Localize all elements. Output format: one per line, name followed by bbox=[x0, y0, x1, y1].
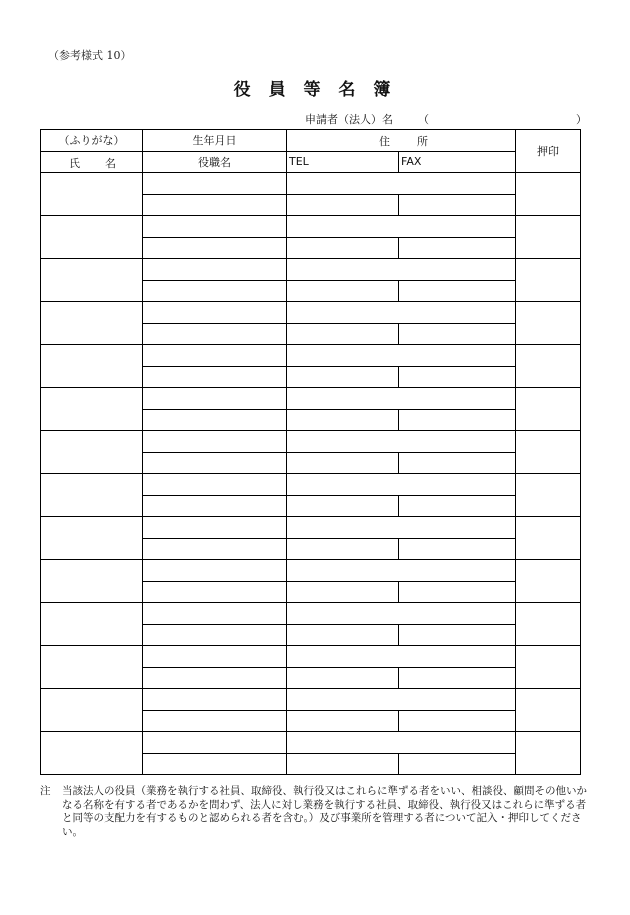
entry-fax-cell[interactable] bbox=[399, 452, 516, 474]
entry-tel-cell[interactable] bbox=[287, 452, 399, 474]
entry-position-cell[interactable] bbox=[143, 495, 287, 517]
entry-tel-cell[interactable] bbox=[287, 753, 399, 775]
entry-tel-cell[interactable] bbox=[287, 495, 399, 517]
entry-birthdate-cell[interactable] bbox=[143, 173, 287, 195]
entry-row-top bbox=[41, 646, 581, 668]
entry-birthdate-cell[interactable] bbox=[143, 603, 287, 625]
entry-position-cell[interactable] bbox=[143, 280, 287, 302]
entry-fax-cell[interactable] bbox=[399, 581, 516, 603]
entry-fax-cell[interactable] bbox=[399, 280, 516, 302]
entry-fax-cell[interactable] bbox=[399, 710, 516, 732]
footnote bbox=[40, 785, 595, 839]
entry-tel-cell[interactable] bbox=[287, 323, 399, 345]
footnote-text: 当該法人の役員（業務を執行する社員、取締役、執行役又はこれらに準ずる者をいい、相談役、顧問その他いかなる名称を有する者であるかを問わず、法人に対し業務を執行する社員、取締役、執行役又はこれらに準ずる者と同等の支配力を有するものと認められる者を含む。）及び事業所を管理する者について記入・押印してください。 bbox=[62, 785, 587, 838]
entry-name-cell[interactable] bbox=[41, 173, 143, 216]
entry-name-cell[interactable] bbox=[41, 474, 143, 517]
entry-row-top bbox=[41, 388, 581, 410]
entry-seal-cell[interactable] bbox=[516, 388, 581, 431]
entry-fax-cell[interactable] bbox=[399, 237, 516, 259]
entry-tel-cell[interactable] bbox=[287, 667, 399, 689]
entry-tel-cell[interactable] bbox=[287, 194, 399, 216]
entry-tel-cell[interactable] bbox=[287, 237, 399, 259]
name-header bbox=[41, 151, 143, 173]
entry-address-cell[interactable] bbox=[287, 302, 516, 324]
entry-seal-cell[interactable] bbox=[516, 689, 581, 732]
entry-seal-cell[interactable] bbox=[516, 345, 581, 388]
entry-tel-cell[interactable] bbox=[287, 538, 399, 560]
entry-name-cell[interactable] bbox=[41, 302, 143, 345]
footnote-mark: 注 bbox=[40, 785, 51, 797]
entry-row-top bbox=[41, 302, 581, 324]
entry-position-cell[interactable] bbox=[143, 624, 287, 646]
entry-row-top bbox=[41, 345, 581, 367]
header-row-2 bbox=[41, 151, 581, 173]
tel-header: TEL bbox=[287, 151, 399, 173]
entry-address-cell[interactable] bbox=[287, 173, 516, 195]
address-header-left: 住 bbox=[379, 135, 390, 148]
entry-row-top bbox=[41, 689, 581, 711]
entry-name-cell[interactable] bbox=[41, 431, 143, 474]
entry-seal-cell[interactable] bbox=[516, 431, 581, 474]
address-header-right: 所 bbox=[417, 135, 428, 148]
entry-tel-cell[interactable] bbox=[287, 409, 399, 431]
entry-name-cell[interactable] bbox=[41, 732, 143, 775]
entry-position-cell[interactable] bbox=[143, 538, 287, 560]
entry-name-cell[interactable] bbox=[41, 216, 143, 259]
entry-seal-cell[interactable] bbox=[516, 302, 581, 345]
entry-seal-cell[interactable] bbox=[516, 216, 581, 259]
entry-birthdate-cell[interactable] bbox=[143, 517, 287, 539]
header-row-1 bbox=[41, 130, 581, 152]
entry-address-cell[interactable] bbox=[287, 388, 516, 410]
entry-fax-cell[interactable] bbox=[399, 323, 516, 345]
applicant-label: 申請者（法人）名 bbox=[305, 113, 393, 126]
entry-position-cell[interactable] bbox=[143, 753, 287, 775]
entry-address-cell[interactable] bbox=[287, 732, 516, 754]
page-title: 役 員 等 名 簿 bbox=[233, 80, 397, 100]
seal-header: 押印 bbox=[516, 130, 581, 173]
entry-seal-cell[interactable] bbox=[516, 259, 581, 302]
entry-tel-cell[interactable] bbox=[287, 280, 399, 302]
entry-fax-cell[interactable] bbox=[399, 194, 516, 216]
entry-seal-cell[interactable] bbox=[516, 474, 581, 517]
entry-birthdate-cell[interactable] bbox=[143, 560, 287, 582]
entry-position-cell[interactable] bbox=[143, 409, 287, 431]
entry-name-cell[interactable] bbox=[41, 603, 143, 646]
entry-address-cell[interactable] bbox=[287, 431, 516, 453]
entry-position-cell[interactable] bbox=[143, 366, 287, 388]
entry-birthdate-cell[interactable] bbox=[143, 431, 287, 453]
applicant-open-paren: （ bbox=[418, 113, 429, 126]
entry-address-cell[interactable] bbox=[287, 646, 516, 668]
applicant-name-line bbox=[300, 111, 585, 125]
entry-seal-cell[interactable] bbox=[516, 646, 581, 689]
entry-position-cell[interactable] bbox=[143, 667, 287, 689]
address-header bbox=[287, 130, 516, 152]
entry-name-cell[interactable] bbox=[41, 689, 143, 732]
position-header: 役職名 bbox=[143, 151, 287, 173]
entry-name-cell[interactable] bbox=[41, 517, 143, 560]
entry-birthdate-cell[interactable] bbox=[143, 302, 287, 324]
entry-seal-cell[interactable] bbox=[516, 732, 581, 775]
entry-position-cell[interactable] bbox=[143, 710, 287, 732]
name-header-left: 氏 bbox=[69, 156, 80, 170]
entry-fax-cell[interactable] bbox=[399, 753, 516, 775]
entry-row-top bbox=[41, 603, 581, 625]
entry-address-cell[interactable] bbox=[287, 603, 516, 625]
entry-address-cell[interactable] bbox=[287, 216, 516, 238]
entry-fax-cell[interactable] bbox=[399, 495, 516, 517]
entry-fax-cell[interactable] bbox=[399, 409, 516, 431]
entry-birthdate-cell[interactable] bbox=[143, 732, 287, 754]
entry-seal-cell[interactable] bbox=[516, 173, 581, 216]
entry-row-top bbox=[41, 259, 581, 281]
entry-birthdate-cell[interactable] bbox=[143, 216, 287, 238]
entry-seal-cell[interactable] bbox=[516, 560, 581, 603]
entry-row-top bbox=[41, 173, 581, 195]
entry-position-cell[interactable] bbox=[143, 323, 287, 345]
entry-row-top bbox=[41, 560, 581, 582]
entry-row-top bbox=[41, 216, 581, 238]
entry-birthdate-cell[interactable] bbox=[143, 345, 287, 367]
entry-address-cell[interactable] bbox=[287, 259, 516, 281]
entry-tel-cell[interactable] bbox=[287, 624, 399, 646]
entry-address-cell[interactable] bbox=[287, 560, 516, 582]
entry-position-cell[interactable] bbox=[143, 581, 287, 603]
entry-seal-cell[interactable] bbox=[516, 517, 581, 560]
entry-row-top bbox=[41, 431, 581, 453]
entry-address-cell[interactable] bbox=[287, 474, 516, 496]
fax-header: FAX bbox=[399, 151, 516, 173]
entry-position-cell[interactable] bbox=[143, 237, 287, 259]
entry-address-cell[interactable] bbox=[287, 345, 516, 367]
entry-birthdate-cell[interactable] bbox=[143, 388, 287, 410]
entry-tel-cell[interactable] bbox=[287, 710, 399, 732]
name-header-right: 名 bbox=[105, 156, 116, 170]
entry-position-cell[interactable] bbox=[143, 452, 287, 474]
entry-seal-cell[interactable] bbox=[516, 603, 581, 646]
entry-name-cell[interactable] bbox=[41, 388, 143, 431]
entry-tel-cell[interactable] bbox=[287, 366, 399, 388]
entry-fax-cell[interactable] bbox=[399, 624, 516, 646]
officer-roster-table bbox=[40, 129, 581, 775]
entry-row-top bbox=[41, 474, 581, 496]
entry-birthdate-cell[interactable] bbox=[143, 259, 287, 281]
entry-name-cell[interactable] bbox=[41, 646, 143, 689]
entry-name-cell[interactable] bbox=[41, 560, 143, 603]
entry-birthdate-cell[interactable] bbox=[143, 474, 287, 496]
entry-row-top bbox=[41, 517, 581, 539]
entry-fax-cell[interactable] bbox=[399, 366, 516, 388]
form-reference: （参考様式 10） bbox=[48, 49, 132, 62]
entry-position-cell[interactable] bbox=[143, 194, 287, 216]
entry-address-cell[interactable] bbox=[287, 517, 516, 539]
entry-birthdate-cell[interactable] bbox=[143, 689, 287, 711]
applicant-close-paren: ） bbox=[576, 113, 587, 126]
birthdate-header: 生年月日 bbox=[143, 130, 287, 152]
entry-address-cell[interactable] bbox=[287, 689, 516, 711]
entry-tel-cell[interactable] bbox=[287, 581, 399, 603]
entry-name-cell[interactable] bbox=[41, 345, 143, 388]
entry-name-cell[interactable] bbox=[41, 259, 143, 302]
furigana-header: （ふりがな） bbox=[41, 130, 143, 152]
entry-birthdate-cell[interactable] bbox=[143, 646, 287, 668]
entry-fax-cell[interactable] bbox=[399, 667, 516, 689]
entry-row-top bbox=[41, 732, 581, 754]
entry-fax-cell[interactable] bbox=[399, 538, 516, 560]
